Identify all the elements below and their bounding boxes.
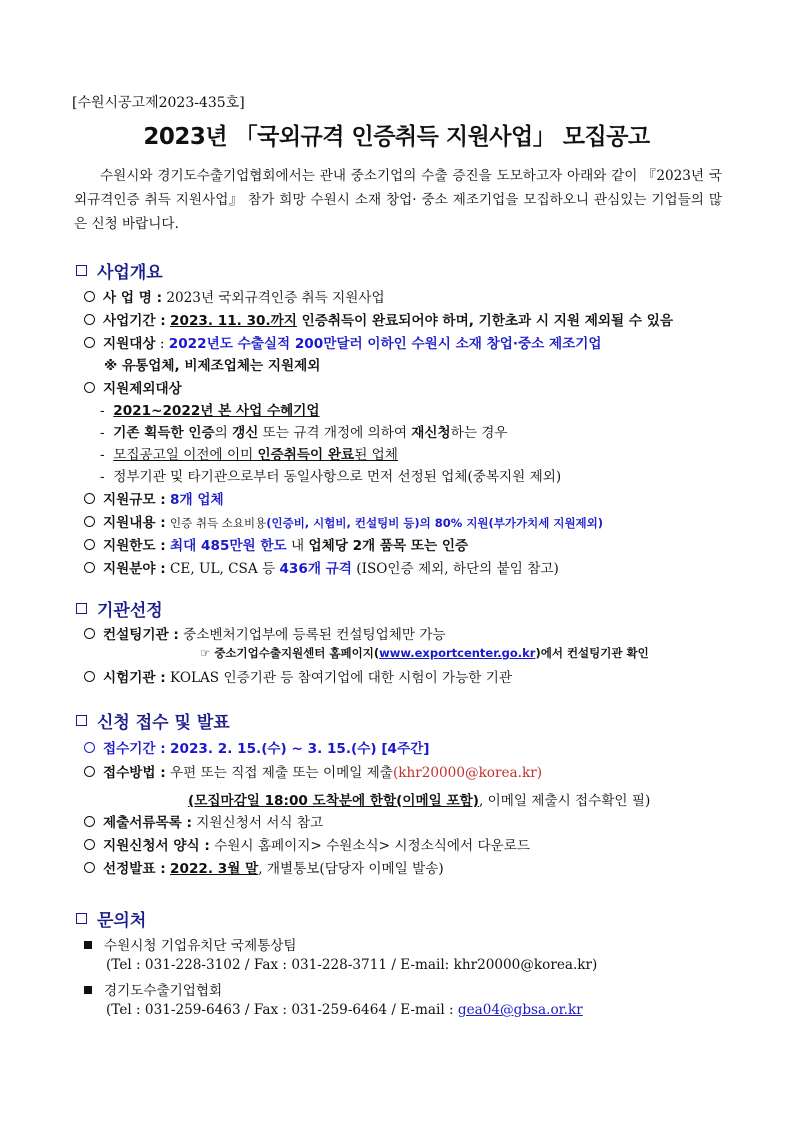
value: 우편 또는 직접 제출 또는 이메일 제출 xyxy=(170,765,393,781)
circle-bullet-icon xyxy=(84,382,95,393)
t3: 갱신 xyxy=(232,425,259,441)
t3: 된 업체 xyxy=(354,447,398,463)
agency-consult-row xyxy=(84,623,446,643)
contact-org2-info xyxy=(106,1002,583,1018)
label: 지원분야 : xyxy=(103,561,166,577)
email-text: (khr20000@korea.kr) xyxy=(392,765,542,781)
circle-bullet-icon xyxy=(84,562,95,573)
contact-org1 xyxy=(84,934,296,954)
value-b: 436개 규격 xyxy=(279,561,352,577)
label: 시험기관 : xyxy=(103,670,166,686)
excluded-item-1: - 2021~2022년 본 사업 수혜기업 xyxy=(100,403,320,419)
label: 지원내용 : xyxy=(103,515,166,531)
value-b: (인증비, 시험비, 컨설팅비 등)의 80% 지원(부가가치세 지원제외) xyxy=(266,516,604,530)
note-a: ☞ 중소기업수출지원센터 홈페이지( xyxy=(200,646,380,660)
document-number: [수원시공고제2023-435호] xyxy=(72,95,245,111)
section-title: 사업개요 xyxy=(97,263,163,283)
apply-deadline-note xyxy=(188,789,650,809)
agency-consult-note xyxy=(200,645,649,661)
exportcenter-link[interactable]: www.exportcenter.go.kr xyxy=(379,646,536,660)
value-a: 인증 취득 소요비용 xyxy=(170,516,267,530)
filled-square-bullet-icon xyxy=(84,986,92,994)
label: 컨설팅기관 : xyxy=(103,627,179,643)
circle-bullet-icon xyxy=(84,516,95,527)
agency-test-row xyxy=(84,666,512,686)
org-info: (Tel : 031-259-6463 / Fax : 031-259-6464 / E-mail : xyxy=(106,1002,458,1018)
section-heading-contact xyxy=(76,906,146,931)
section-title: 기관선정 xyxy=(97,601,163,621)
t1: 모집공고일 이전에 이미 xyxy=(113,447,258,463)
circle-bullet-icon xyxy=(84,816,95,827)
label: 지원제외대상 xyxy=(103,381,182,397)
overview-scale-row xyxy=(84,488,224,508)
intro-paragraph xyxy=(74,164,722,236)
circle-bullet-icon xyxy=(84,671,95,682)
t2: 의 xyxy=(214,425,233,441)
t1: 기존 획득한 인증 xyxy=(113,425,215,441)
circle-bullet-icon xyxy=(84,628,95,639)
apply-form-row xyxy=(84,834,530,854)
apply-announce-row xyxy=(84,857,444,877)
label: 사업기간 : xyxy=(103,313,166,329)
overview-target-note xyxy=(104,354,320,374)
value: 지원신청서 서식 참고 xyxy=(196,815,324,831)
section-heading-overview xyxy=(76,258,163,283)
contact-org2 xyxy=(84,979,222,999)
org-name: 수원시청 기업유치단 국제통상팀 xyxy=(104,938,297,954)
overview-content-row xyxy=(84,511,603,531)
label: 사 업 명 : xyxy=(103,290,163,306)
excluded-item-4: - 정부기관 및 타기관으로부터 동일사항으로 먼저 선정된 업체(중복지원 제외) xyxy=(100,469,562,485)
overview-field-row xyxy=(84,557,559,577)
note: ※ 유통업체, 비제조업체는 지원제외 xyxy=(104,358,321,374)
note-a: (모집마감일 18:00 도착분에 한함(이메일 포함) xyxy=(188,793,479,809)
label: 지원한도 : xyxy=(103,538,166,554)
overview-excluded-row xyxy=(84,377,182,397)
contact-org1-info xyxy=(106,957,597,973)
t5: 재신청 xyxy=(411,425,451,441)
excluded-item-3: - 모집공고일 이전에 이미 인증취득이 완료된 업체 xyxy=(100,447,398,463)
org-name: 경기도수출기업협회 xyxy=(104,983,223,999)
apply-docs-row xyxy=(84,811,323,831)
circle-bullet-icon xyxy=(84,766,95,777)
apply-period-row xyxy=(84,737,429,757)
square-bullet-icon xyxy=(76,265,87,276)
separator: : xyxy=(155,336,169,352)
value-a: 최대 485만원 한도 xyxy=(170,538,287,554)
label: 지원신청서 양식 : xyxy=(103,838,210,854)
circle-bullet-icon xyxy=(84,314,95,325)
page-title: 2023년 「국외규격 인증취득 지원사업」 모집공고 xyxy=(143,124,650,150)
circle-bullet-icon xyxy=(84,493,95,504)
value-a: CE, UL, CSA 등 xyxy=(170,561,280,577)
value: 중소벤처기업부에 등록된 컨설팅업체만 가능 xyxy=(183,627,446,643)
text: 2021~2022년 본 사업 수혜기업 xyxy=(113,403,320,419)
value: 2023. 2. 15.(수) ~ 3. 15.(수) [4주간] xyxy=(170,741,430,757)
announce-note: , 개별통보(담당자 이메일 발송) xyxy=(258,861,444,877)
circle-bullet-icon xyxy=(84,337,95,348)
circle-bullet-icon xyxy=(84,539,95,550)
section-title: 신청 접수 및 발표 xyxy=(97,713,230,733)
section-heading-apply xyxy=(76,708,230,733)
label: 접수기간 : xyxy=(103,741,166,757)
label: 지원규모 : xyxy=(103,492,166,508)
note-b: , 이메일 제출시 접수확인 필) xyxy=(478,793,651,809)
value-b: 내 xyxy=(286,538,309,554)
email-link[interactable]: gea04@gbsa.or.kr xyxy=(457,1002,583,1018)
announce-date: 2022. 3월 말 xyxy=(170,861,259,877)
circle-bullet-icon xyxy=(84,291,95,302)
apply-method-row xyxy=(84,761,542,781)
note-b: )에서 컨설팅기관 확인 xyxy=(535,646,649,660)
square-bullet-icon xyxy=(76,603,87,614)
value: 수원시 홈페이지> 수원소식> 시정소식에서 다운로드 xyxy=(214,838,530,854)
section-heading-agency xyxy=(76,596,163,621)
value: 2023년 국외규격인증 취득 지원사업 xyxy=(166,290,385,306)
overview-limit-row xyxy=(84,534,468,554)
intro-text: 수원시와 경기도수출기업협회에서는 관내 중소기업의 수출 증진을 도모하고자 아래와 같이 『2023년 국외규격인증 취득 지원사업』 참가 희망 수원시 소재 창업· 중소 제조기업을 모집하오니 관심있는 기업들의 많은 신청 바랍니다. xyxy=(74,168,722,232)
label: 접수방법 : xyxy=(103,765,166,781)
label: 제출서류목록 : xyxy=(103,815,192,831)
overview-period-row xyxy=(84,309,673,329)
text: 정부기관 및 타기관으로부터 동일사항으로 먼저 선정된 업체(중복지원 제외) xyxy=(113,469,562,485)
value-c: 업체당 2개 품목 또는 인증 xyxy=(308,538,469,554)
circle-bullet-icon xyxy=(84,839,95,850)
value: KOLAS 인증기관 등 참여기업에 대한 시험이 가능한 기관 xyxy=(170,670,512,686)
label: 지원대상 xyxy=(103,336,156,352)
value-c: (ISO인증 제외, 하단의 붙임 참고) xyxy=(351,561,559,577)
period-date: 2023. 11. 30.까지 xyxy=(170,313,297,329)
t6: 하는 경우 xyxy=(450,425,508,441)
section-title: 문의처 xyxy=(97,911,147,931)
overview-name-row xyxy=(84,286,385,306)
overview-target-row xyxy=(84,332,602,352)
org-info: (Tel : 031-228-3102 / Fax : 031-228-3711 / E-mail: khr20000@korea.kr) xyxy=(106,957,598,973)
t2: 인증취득이 완료 xyxy=(257,447,355,463)
square-bullet-icon xyxy=(76,715,87,726)
value: 2022년도 수출실적 200만달러 이하인 수원시 소재 창업·중소 제조기업 xyxy=(168,336,602,352)
square-bullet-icon xyxy=(76,913,87,924)
circle-bullet-icon xyxy=(84,862,95,873)
filled-square-bullet-icon xyxy=(84,941,92,949)
excluded-item-2: - 기존 획득한 인증의 갱신 또는 규격 개정에 의하여 재신청하는 경우 xyxy=(100,425,508,441)
label: 선정발표 : xyxy=(103,861,166,877)
t4: 또는 규격 개정에 의하여 xyxy=(258,425,412,441)
circle-bullet-icon xyxy=(84,742,95,753)
value: 8개 업체 xyxy=(170,492,224,508)
period-note: 인증취득이 완료되어야 하며, 기한초과 시 지원 제외될 수 있음 xyxy=(296,313,673,329)
